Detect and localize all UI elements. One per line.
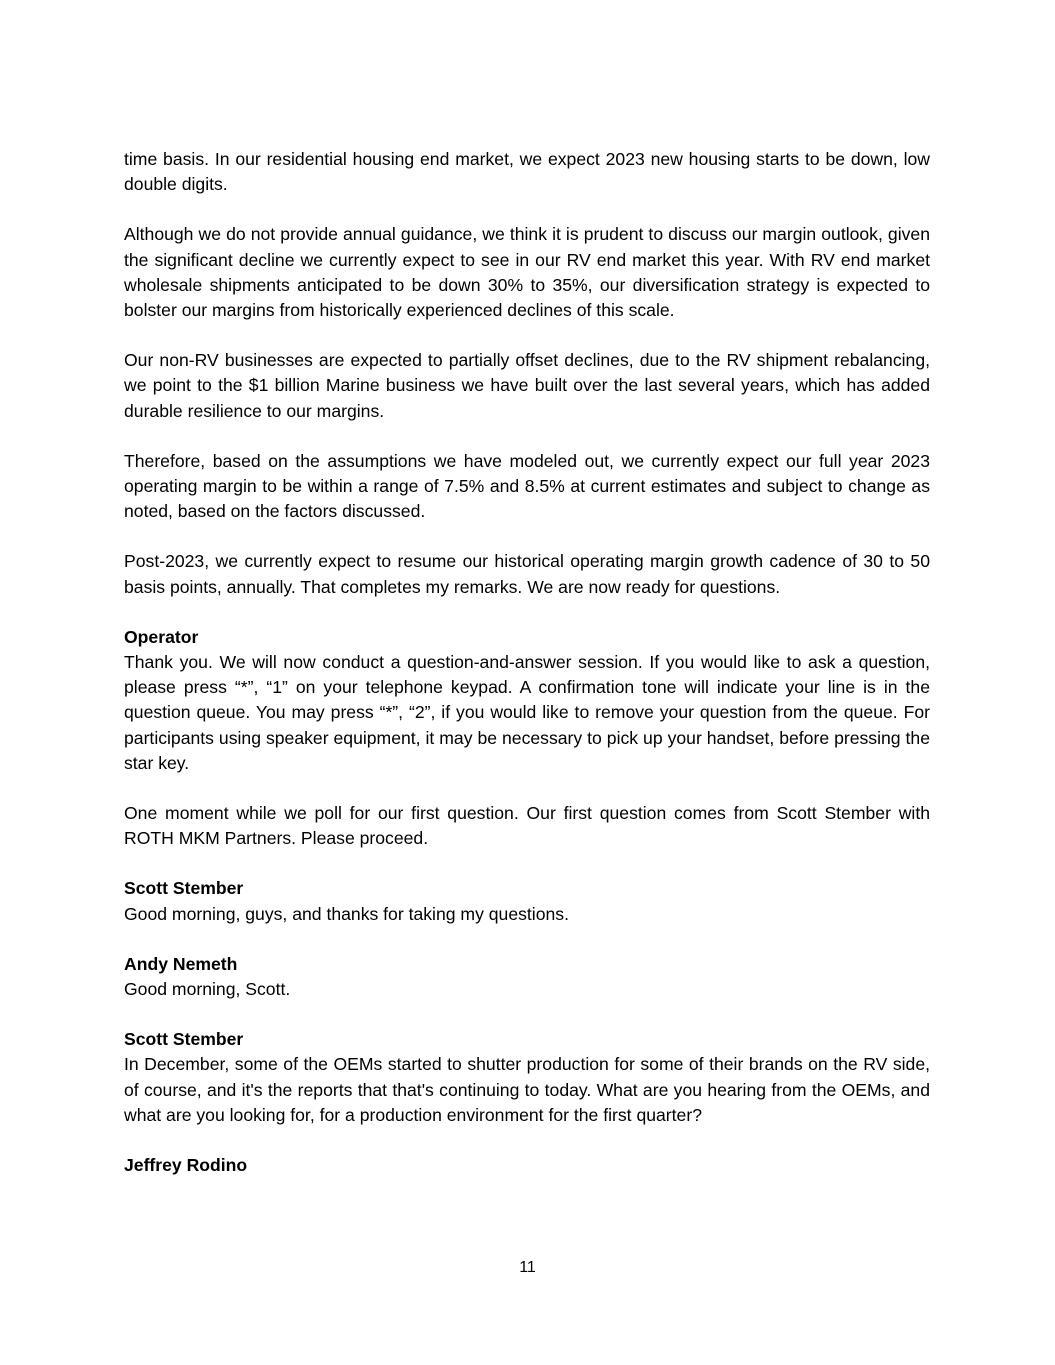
paragraph-text: Therefore, based on the assumptions we have modeled out, we currently expect our full year 2023 operating margin to be within a range of 7.5% and 8.5% at current estimates and subject to change as noted, based on the factors discussed. bbox=[124, 450, 930, 522]
paragraph-text: time basis. In our residential housing end market, we expect 2023 new housing starts to be down, low double digits. bbox=[124, 149, 930, 195]
paragraph-text: Our non-RV businesses are expected to partially offset declines, due to the RV shipment rebalancing, we point to the $1 billion Marine business we have built over the last several years, which has added durable resilience to our margins. bbox=[124, 350, 930, 421]
transcript-page bbox=[124, 147, 930, 1178]
paragraph-scott-greeting bbox=[124, 876, 930, 926]
paragraph-margin-outlook bbox=[124, 222, 930, 323]
paragraph-jeffrey-answer bbox=[124, 1153, 930, 1178]
paragraph-housing-outlook bbox=[124, 147, 930, 197]
paragraph-scott-question bbox=[124, 1027, 930, 1128]
paragraph-text: Good morning, guys, and thanks for taking my questions. bbox=[124, 903, 569, 924]
speaker-name: Operator bbox=[124, 626, 199, 647]
paragraph-andy-reply bbox=[124, 952, 930, 1002]
paragraph-text: Good morning, Scott. bbox=[124, 979, 291, 1000]
speaker-name: Jeffrey Rodino bbox=[124, 1155, 248, 1176]
paragraph-non-rv-businesses bbox=[124, 348, 930, 424]
paragraph-operator-instructions bbox=[124, 625, 930, 776]
speaker-name: Scott Stember bbox=[124, 1029, 244, 1050]
speaker-name: Scott Stember bbox=[124, 878, 244, 899]
page-number: 11 bbox=[519, 1259, 536, 1276]
paragraph-first-question bbox=[124, 801, 930, 851]
paragraph-text: Thank you. We will now conduct a question-and-answer session. If you would like to ask a question, please press “*”, “1” on your telephone keypad. A confirmation tone will indicate your line is in the question queue. You may press “*”, “2”, if you would like to remove your question from the queue. For participants using speaker equipment, it may be necessary to pick up your handset, before pressing the star key. bbox=[124, 652, 930, 773]
paragraph-post-2023 bbox=[124, 549, 930, 599]
paragraph-text: One moment while we poll for our first question. Our first question comes from Scott Stember with ROTH MKM Partners. Please proceed. bbox=[124, 803, 930, 849]
paragraph-text: Although we do not provide annual guidance, we think it is prudent to discuss our margin outlook, given the significant decline we currently expect to see in our RV end market this year. With RV end market wholesale shipments anticipated to be down 30% to 35%, our diversification strategy is expected to bolster our margins from historically experienced declines of this scale. bbox=[124, 224, 930, 321]
speaker-name: Andy Nemeth bbox=[124, 953, 238, 974]
paragraph-text: In December, some of the OEMs started to shutter production for some of their brands on the RV side, of course, and it's the reports that that's continuing to today. What are you hearing from the OEMs, and what are you looking for, for a production environment for the first quarter? bbox=[124, 1054, 930, 1125]
paragraph-text: Post-2023, we currently expect to resume our historical operating margin growth cadence of 30 to 50 basis points, annually. That completes my remarks. We are now ready for questions. bbox=[124, 551, 930, 597]
paragraph-operating-margin bbox=[124, 449, 930, 525]
